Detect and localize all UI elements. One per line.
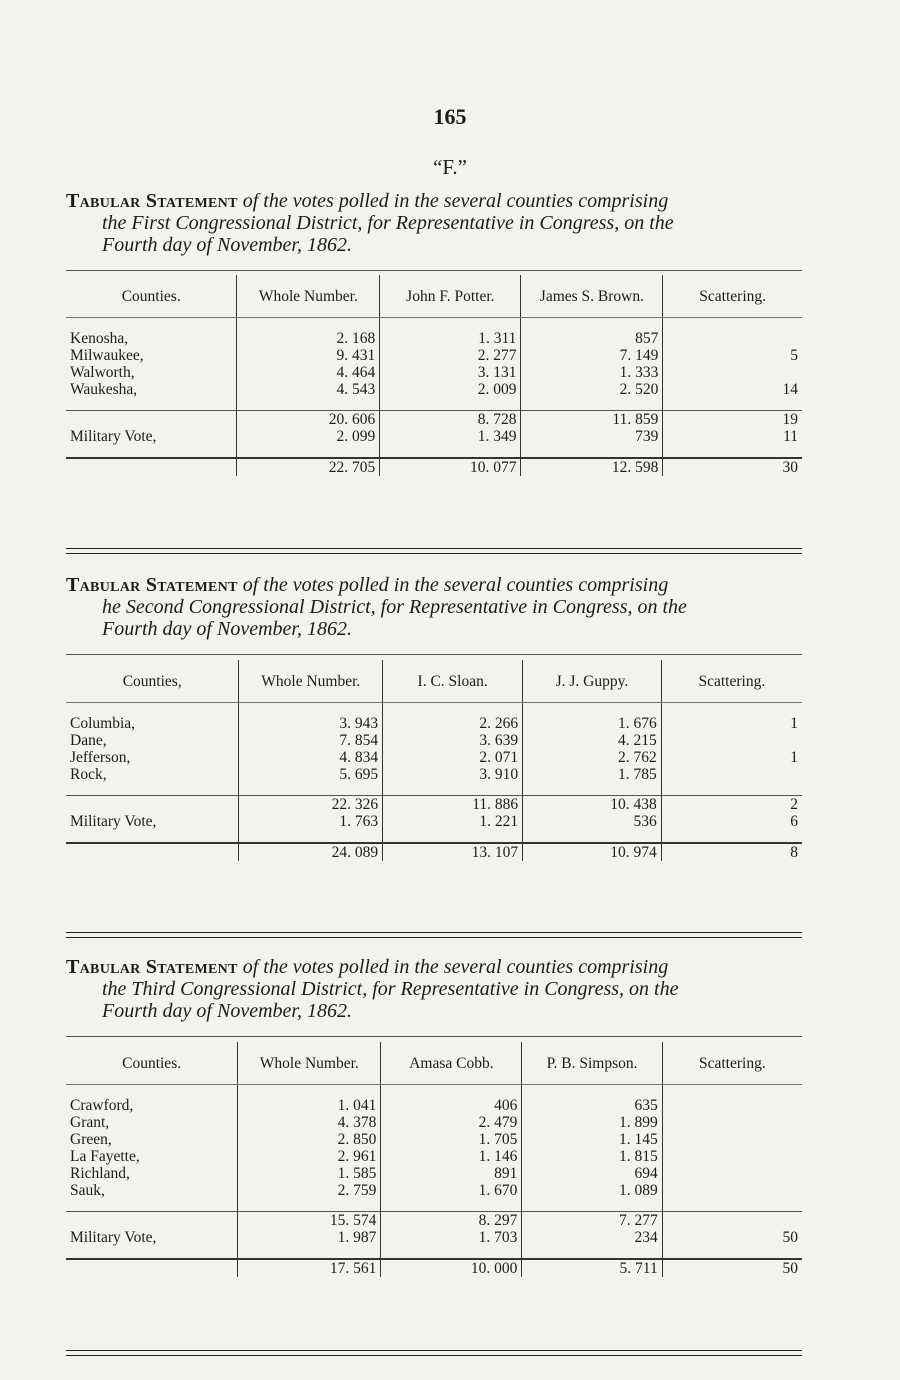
county-name: Rock, <box>70 766 107 783</box>
spacer-row <box>66 445 802 458</box>
subtotal-value: 19 <box>663 411 802 429</box>
vote-count: 4. 378 <box>238 1114 381 1131</box>
vote-count: 1. 089 <box>522 1182 662 1199</box>
subtotal-value: 8. 728 <box>380 411 521 429</box>
vote-count: 1. 785 <box>523 766 662 783</box>
vote-count: 9. 431 <box>237 347 380 364</box>
county-name: Crawford, <box>70 1097 134 1114</box>
subtotal-value: 15. 574 <box>238 1212 381 1230</box>
vote-table-2 <box>66 660 802 861</box>
vote-count: 1 <box>661 749 802 766</box>
military-value: 1. 987 <box>238 1229 381 1246</box>
vote-count: 4. 834 <box>239 749 383 766</box>
vote-count: 2. 277 <box>380 347 521 364</box>
header-row <box>66 660 802 703</box>
total-value: 10. 077 <box>380 458 521 476</box>
separator-rule-2 <box>66 932 802 938</box>
column-header: Whole Number. <box>238 1042 381 1085</box>
vote-count: 3. 131 <box>380 364 521 381</box>
military-value: 234 <box>522 1229 662 1246</box>
bottom-rule <box>66 1350 802 1356</box>
vote-count: 2. 168 <box>237 330 380 347</box>
county-row <box>66 330 802 347</box>
county-row <box>66 715 802 732</box>
county-name: Sauk, <box>70 1182 105 1199</box>
vote-count: 2. 850 <box>238 1131 381 1148</box>
county-row <box>66 381 802 398</box>
vote-count <box>662 1182 802 1199</box>
vote-count: 857 <box>521 330 663 347</box>
subtotal-value <box>662 1212 802 1230</box>
total-value: 12. 598 <box>521 458 663 476</box>
county-name: Milwaukee, <box>70 347 144 364</box>
county-name: Kenosha, <box>70 330 129 347</box>
total-row <box>66 1259 802 1277</box>
vote-count: 3. 943 <box>239 715 383 732</box>
vote-count <box>663 364 802 381</box>
vote-count: 5. 695 <box>239 766 383 783</box>
vote-count: 1. 815 <box>522 1148 662 1165</box>
total-value: 22. 705 <box>237 458 380 476</box>
statement-heading-2 <box>66 574 806 640</box>
vote-count <box>662 1097 802 1114</box>
total-value: 5. 711 <box>522 1259 662 1277</box>
vote-count: 5 <box>663 347 802 364</box>
subtotal-value: 20. 606 <box>237 411 380 429</box>
vote-count: 891 <box>381 1165 522 1182</box>
subtotal-row <box>66 796 802 814</box>
county-name: Jefferson, <box>70 749 131 766</box>
vote-count <box>663 330 802 347</box>
subtotal-value: 22. 326 <box>239 796 383 814</box>
total-value: 10. 974 <box>523 843 662 861</box>
total-value: 50 <box>662 1259 802 1277</box>
military-label: Military Vote, <box>70 428 157 445</box>
top-rule-2 <box>66 654 802 655</box>
military-value: 6 <box>661 813 802 830</box>
total-value: 24. 089 <box>239 843 383 861</box>
header-row <box>66 275 802 318</box>
vote-count: 1. 333 <box>521 364 663 381</box>
spacer-row <box>66 1085 802 1098</box>
total-value <box>66 1259 238 1277</box>
total-value: 8 <box>661 843 802 861</box>
military-label: Military Vote, <box>70 1229 157 1246</box>
column-header: Scattering. <box>663 275 802 318</box>
vote-count <box>662 1114 802 1131</box>
vote-count: 635 <box>522 1097 662 1114</box>
total-value <box>66 843 239 861</box>
vote-count: 694 <box>522 1165 662 1182</box>
vote-count: 2. 762 <box>523 749 662 766</box>
subtotal-value: 11. 859 <box>521 411 663 429</box>
county-row <box>66 1131 802 1148</box>
spacer-row <box>66 1199 802 1212</box>
top-rule-3 <box>66 1036 802 1037</box>
county-name: Richland, <box>70 1165 130 1182</box>
subtotal-value: 2 <box>661 796 802 814</box>
heading-line-1: of the votes polled in the several counties comprising <box>237 190 669 212</box>
column-header: John F. Potter. <box>380 275 521 318</box>
county-row <box>66 364 802 381</box>
subtotal-value: 11. 886 <box>383 796 523 814</box>
column-header: Scattering. <box>662 1042 802 1085</box>
vote-count: 1. 899 <box>522 1114 662 1131</box>
column-header: Whole Number. <box>239 660 383 703</box>
vote-count: 4. 215 <box>523 732 662 749</box>
heading-line-1: of the votes polled in the several counties comprising <box>237 574 669 596</box>
heading-line-2: he Second Congressional District, for Representative in Congress, on the <box>102 596 687 618</box>
heading-line-2: the Third Congressional District, for Representative in Congress, on the <box>102 978 679 1000</box>
total-value: 30 <box>663 458 802 476</box>
column-header: James S. Brown. <box>521 275 663 318</box>
total-value: 10. 000 <box>381 1259 522 1277</box>
military-value: 50 <box>662 1229 802 1246</box>
vote-count: 7. 149 <box>521 347 663 364</box>
total-value: 13. 107 <box>383 843 523 861</box>
subtotal-value: 10. 438 <box>523 796 662 814</box>
county-row <box>66 1182 802 1199</box>
county-name: La Fayette, <box>70 1148 140 1165</box>
vote-count: 2. 759 <box>238 1182 381 1199</box>
county-name: Green, <box>70 1131 112 1148</box>
subtotal-value <box>66 411 237 429</box>
subtotal-row <box>66 1212 802 1230</box>
subtotal-value: 7. 277 <box>522 1212 662 1230</box>
total-row <box>66 843 802 861</box>
subtotal-value: 8. 297 <box>381 1212 522 1230</box>
statement-heading-1 <box>66 190 806 256</box>
subtotal-value <box>66 1212 238 1230</box>
vote-table-1 <box>66 275 802 476</box>
county-row <box>66 766 802 783</box>
vote-count: 14 <box>663 381 802 398</box>
column-header: Counties. <box>66 275 237 318</box>
heading-line-1: of the votes polled in the several counties comprising <box>237 956 669 978</box>
military-value: 1. 703 <box>381 1229 522 1246</box>
section-letter: “F.” <box>433 155 467 179</box>
spacer-row <box>66 703 802 716</box>
heading-lead: Tabular Statement <box>66 956 238 978</box>
column-header: Counties, <box>66 660 239 703</box>
column-header: P. B. Simpson. <box>522 1042 662 1085</box>
spacer-row <box>66 1246 802 1259</box>
county-name: Dane, <box>70 732 107 749</box>
vote-count: 1. 145 <box>522 1131 662 1148</box>
county-row <box>66 1148 802 1165</box>
county-name: Waukesha, <box>70 381 138 398</box>
column-header: Whole Number. <box>237 275 380 318</box>
county-name: Grant, <box>70 1114 110 1131</box>
spacer-row <box>66 398 802 411</box>
military-value: 2. 099 <box>237 428 380 445</box>
vote-count: 3. 639 <box>383 732 523 749</box>
column-header: I. C. Sloan. <box>383 660 523 703</box>
vote-count: 4. 543 <box>237 381 380 398</box>
vote-count: 2. 520 <box>521 381 663 398</box>
top-rule-1 <box>66 270 802 271</box>
military-value: 536 <box>523 813 662 830</box>
vote-count: 3. 910 <box>383 766 523 783</box>
column-header: J. J. Guppy. <box>523 660 662 703</box>
military-value: 1. 349 <box>380 428 521 445</box>
statement-heading-3 <box>66 956 806 1022</box>
vote-count: 2. 071 <box>383 749 523 766</box>
vote-count: 1. 041 <box>238 1097 381 1114</box>
heading-line-2: the First Congressional District, for Representative in Congress, on the <box>102 212 674 234</box>
county-row <box>66 1097 802 1114</box>
vote-table-3 <box>66 1042 802 1277</box>
vote-count: 7. 854 <box>239 732 383 749</box>
spacer-row <box>66 318 802 331</box>
military-vote-row <box>66 813 802 830</box>
vote-count: 1 <box>661 715 802 732</box>
vote-count: 1. 676 <box>523 715 662 732</box>
vote-count: 1. 585 <box>238 1165 381 1182</box>
military-value: 1. 221 <box>383 813 523 830</box>
military-value: 11 <box>663 428 802 445</box>
vote-count: 1. 311 <box>380 330 521 347</box>
vote-count: 2. 009 <box>380 381 521 398</box>
vote-count: 1. 146 <box>381 1148 522 1165</box>
column-header: Counties. <box>66 1042 238 1085</box>
vote-count <box>662 1131 802 1148</box>
heading-line-3: Fourth day of November, 1862. <box>102 618 352 640</box>
county-row <box>66 1165 802 1182</box>
column-header: Scattering. <box>661 660 802 703</box>
military-label: Military Vote, <box>70 813 157 830</box>
heading-lead: Tabular Statement <box>66 574 238 596</box>
vote-count: 1. 670 <box>381 1182 522 1199</box>
county-row <box>66 347 802 364</box>
heading-lead: Tabular Statement <box>66 190 238 212</box>
vote-count <box>661 732 802 749</box>
county-row <box>66 749 802 766</box>
page-number: 165 <box>433 104 467 129</box>
column-header: Amasa Cobb. <box>381 1042 522 1085</box>
county-name: Walworth, <box>70 364 135 381</box>
spacer-row <box>66 830 802 843</box>
vote-count: 4. 464 <box>237 364 380 381</box>
vote-count <box>661 766 802 783</box>
heading-line-3: Fourth day of November, 1862. <box>102 1000 352 1022</box>
total-row <box>66 458 802 476</box>
county-row <box>66 1114 802 1131</box>
subtotal-value <box>66 796 239 814</box>
vote-count: 406 <box>381 1097 522 1114</box>
total-value: 17. 561 <box>238 1259 381 1277</box>
total-value <box>66 458 237 476</box>
county-name: Columbia, <box>70 715 136 732</box>
header-row <box>66 1042 802 1085</box>
vote-count: 2. 961 <box>238 1148 381 1165</box>
military-value: 1. 763 <box>239 813 383 830</box>
military-vote-row <box>66 428 802 445</box>
subtotal-row <box>66 411 802 429</box>
heading-line-3: Fourth day of November, 1862. <box>102 234 352 256</box>
spacer-row <box>66 783 802 796</box>
county-row <box>66 732 802 749</box>
vote-count: 2. 479 <box>381 1114 522 1131</box>
vote-count <box>662 1165 802 1182</box>
military-value: 739 <box>521 428 663 445</box>
vote-count: 1. 705 <box>381 1131 522 1148</box>
vote-count: 2. 266 <box>383 715 523 732</box>
vote-count <box>662 1148 802 1165</box>
separator-rule-1 <box>66 548 802 554</box>
military-vote-row <box>66 1229 802 1246</box>
